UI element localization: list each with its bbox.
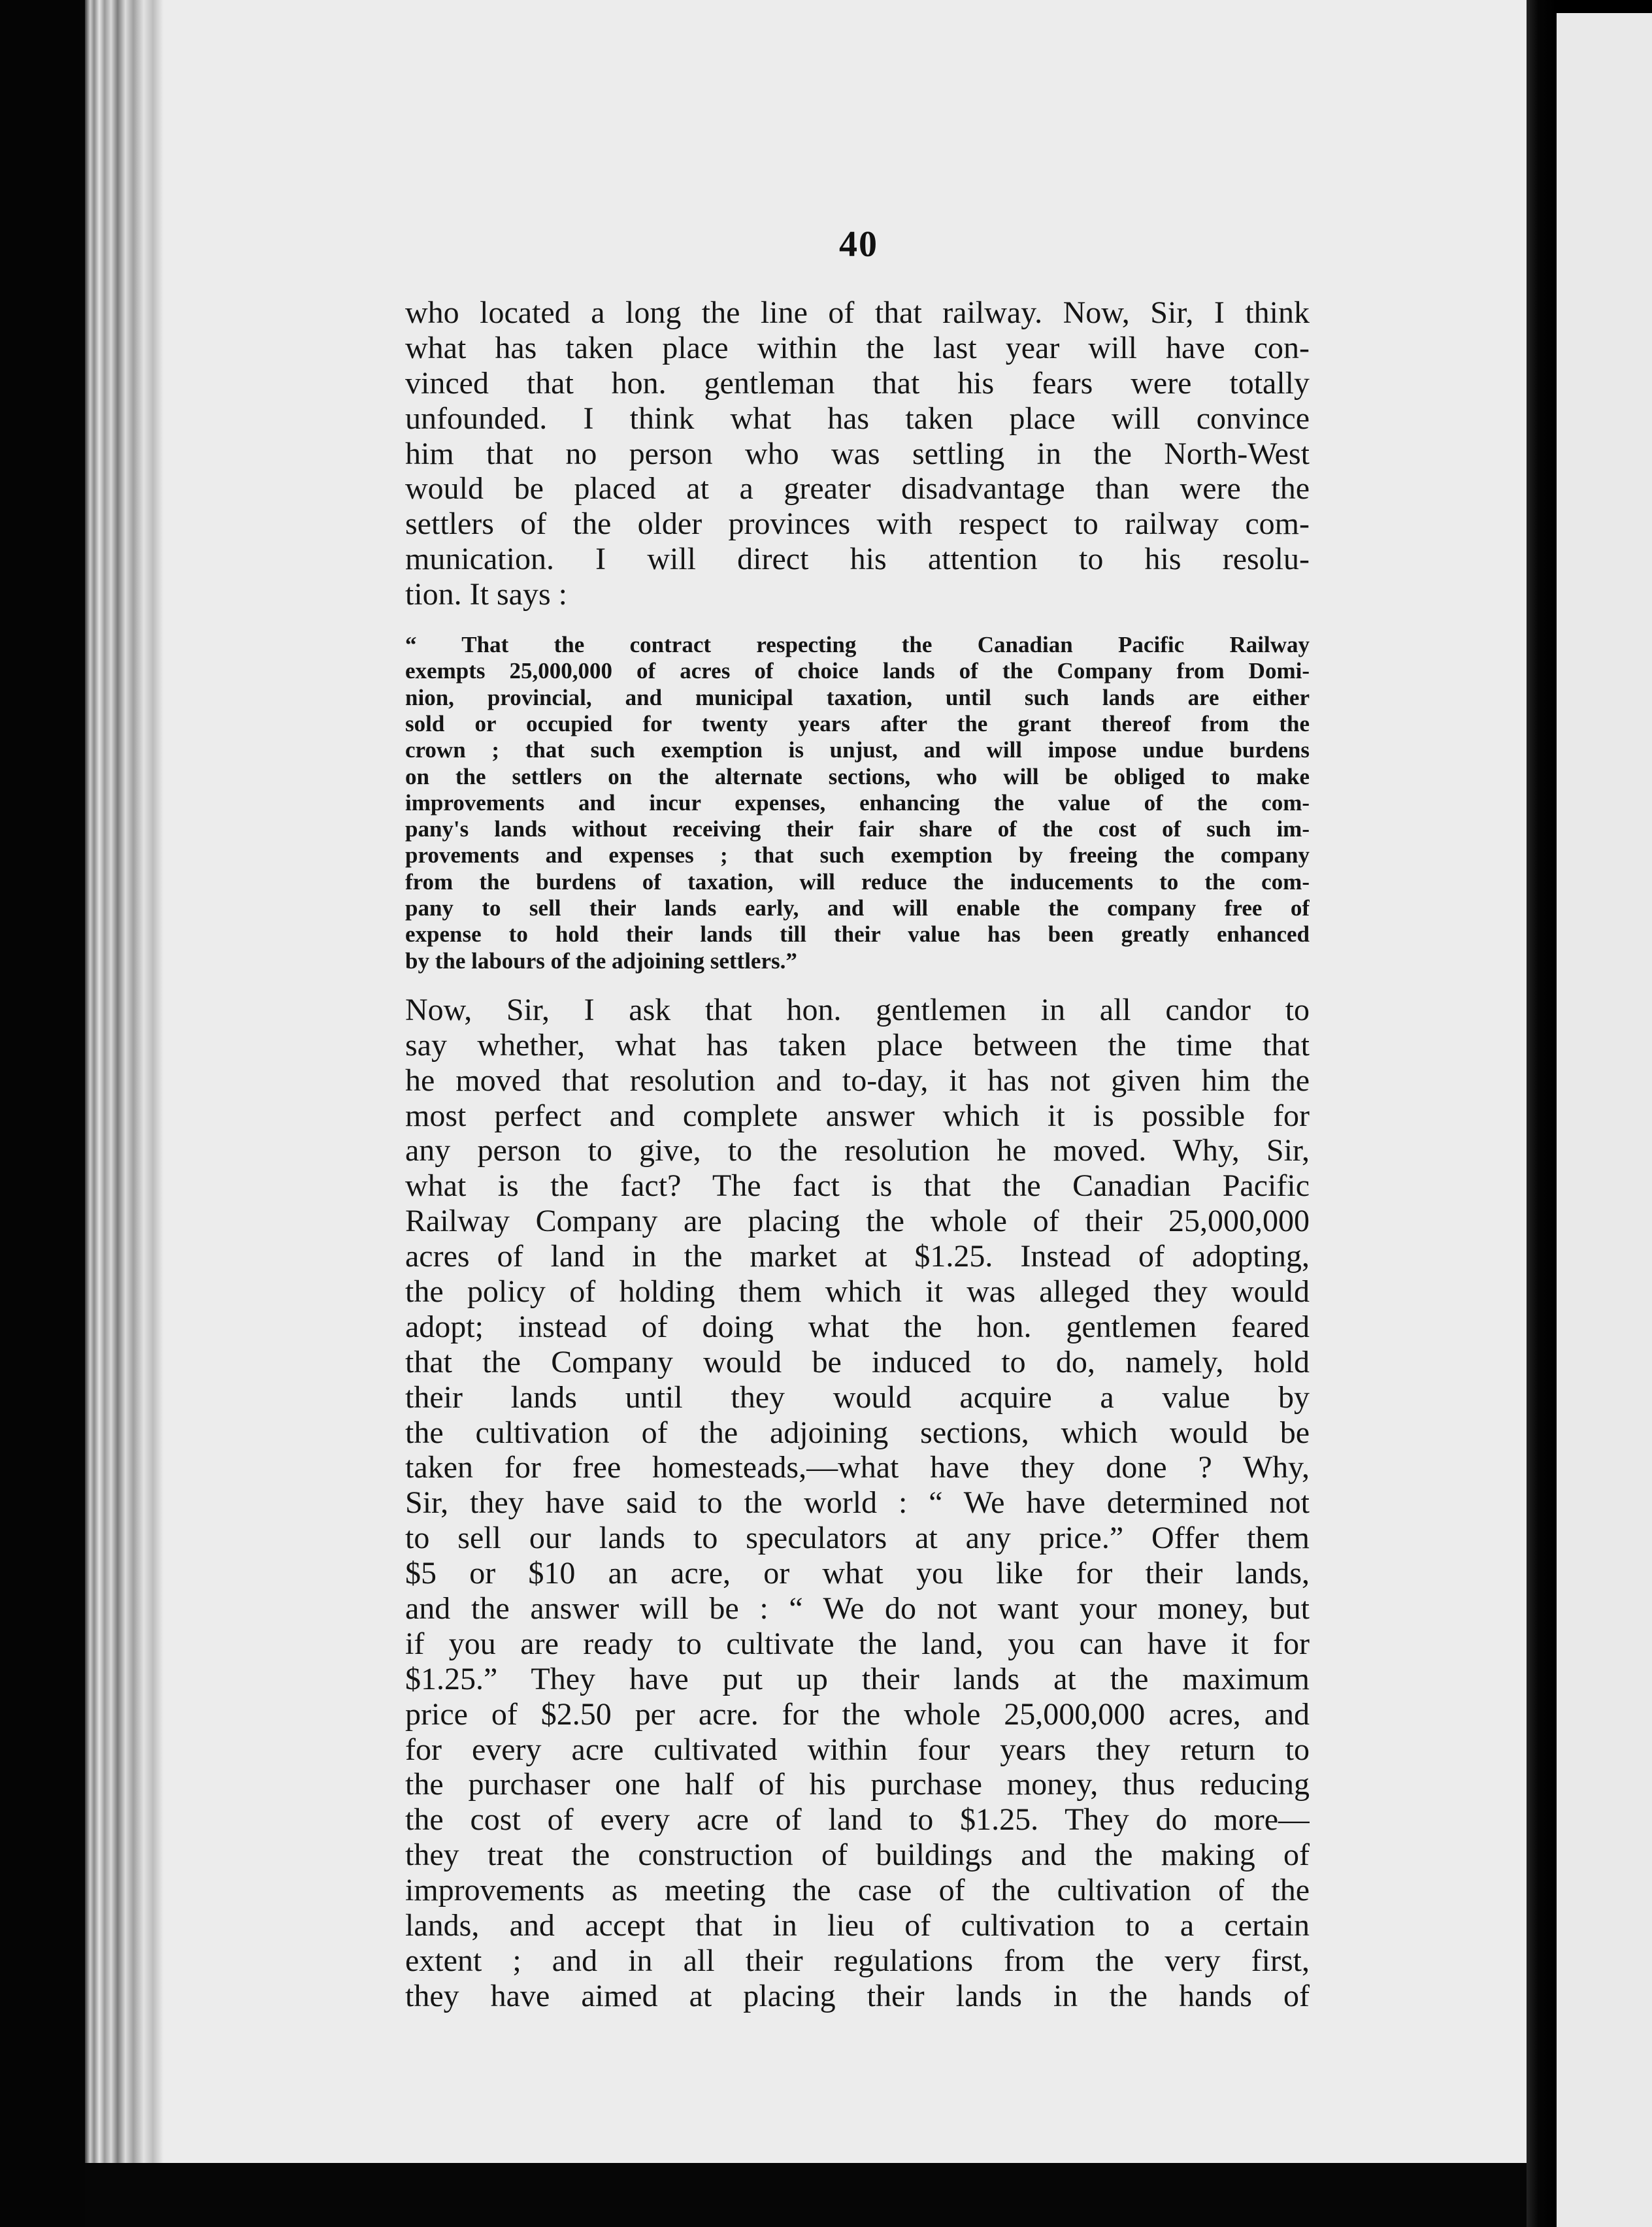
quote-line: pany to sell their lands early, and will enable the company free of xyxy=(405,895,1310,921)
scan-left-border xyxy=(0,0,85,2227)
text-line: improvements as meeting the case of the cultivation of the xyxy=(405,1873,1310,1908)
quote-line: pany's lands without receiving their fair share of the cost of such im- xyxy=(405,816,1310,842)
book-page-edges xyxy=(85,0,163,2227)
facing-page-edge xyxy=(1557,13,1652,2227)
quote-line: improvements and incur expenses, enhancing the value of the com- xyxy=(405,789,1310,816)
text-line: say whether, what has taken place between the time that xyxy=(405,1027,1310,1063)
page-number: 40 xyxy=(839,224,878,265)
text-line: acres of land in the market at $1.25. Instead of adopting, xyxy=(405,1239,1310,1274)
quote-line: on the settlers on the alternate sections, who will be obliged to make xyxy=(405,763,1310,789)
text-line: most perfect and complete answer which it is possible for xyxy=(405,1098,1310,1133)
text-line: their lands until they would acquire a value by xyxy=(405,1379,1310,1415)
quote-line: expense to hold their lands till their value has been greatly enhanced xyxy=(405,921,1310,948)
quote-line: exempts 25,000,000 of acres of choice lands of the Company from Domi- xyxy=(405,658,1310,684)
text-line: extent ; and in all their regulations from the very first, xyxy=(405,1943,1310,1978)
text-line: settlers of the older provinces with respect to railway com- xyxy=(405,506,1310,542)
text-line: vinced that hon. gentleman that his fears were totally xyxy=(405,365,1310,401)
paragraph-2 xyxy=(405,993,1310,2014)
scan-bottom-border xyxy=(85,2163,1536,2227)
text-line: the cost of every acre of land to $1.25. They do more— xyxy=(405,1802,1310,1838)
text-line: the purchaser one half of his purchase money, thus reducing xyxy=(405,1767,1310,1802)
text-line: any person to give, to the resolution he moved. Why, Sir, xyxy=(405,1133,1310,1168)
text-line: Railway Company are placing the whole of their 25,000,000 xyxy=(405,1204,1310,1239)
text-line: $5 or $10 an acre, or what you like for their lands, xyxy=(405,1556,1310,1591)
text-line: what is the fact? The fact is that the Canadian Pacific xyxy=(405,1168,1310,1204)
quote-line: nion, provincial, and municipal taxation, until such lands are either xyxy=(405,684,1310,710)
text-line: the policy of holding them which it was alleged they would xyxy=(405,1274,1310,1309)
scan-top-right-border xyxy=(1557,0,1652,13)
text-line: price of $2.50 per acre. for the whole 25,000,000 acres, and xyxy=(405,1696,1310,1732)
text-line: taken for free homesteads,—what have they done ? Why, xyxy=(405,1450,1310,1485)
text-line: they have aimed at placing their lands in the hands of xyxy=(405,1978,1310,2013)
text-line: the cultivation of the adjoining sections, which would be xyxy=(405,1415,1310,1450)
book-gutter xyxy=(1527,0,1557,2227)
text-line: lands, and accept that in lieu of cultivation to a certain xyxy=(405,1908,1310,1943)
quote-line: from the burdens of taxation, will reduce the inducements to the com- xyxy=(405,868,1310,895)
quote-line: provements and expenses ; that such exemption by freeing the company xyxy=(405,842,1310,868)
quote-line: sold or occupied for twenty years after the grant thereof from the xyxy=(405,710,1310,736)
quote-line: by the labours of the adjoining settlers.” xyxy=(405,948,797,974)
text-line: unfounded. I think what has taken place will convince xyxy=(405,401,1310,436)
text-line: he moved that resolution and to-day, it has not given him the xyxy=(405,1063,1310,1098)
text-line: what has taken place within the last year will have con- xyxy=(405,330,1310,365)
text-line: would be placed at a greater disadvantage than were the xyxy=(405,471,1310,506)
paragraph-1 xyxy=(405,295,1310,612)
text-line: to sell our lands to speculators at any price.” Offer them xyxy=(405,1521,1310,1556)
quoted-resolution xyxy=(405,632,1310,974)
text-line: tion. It says : xyxy=(405,577,567,612)
quote-line: crown ; that such exemption is unjust, and will impose undue burdens xyxy=(405,737,1310,763)
text-line: that the Company would be induced to do, namely, hold xyxy=(405,1344,1310,1379)
page-text xyxy=(405,295,1310,2014)
quote-line: “ That the contract respecting the Canadian Pacific Railway xyxy=(405,632,1310,658)
text-line: for every acre cultivated within four years they return to xyxy=(405,1732,1310,1767)
text-line: if you are ready to cultivate the land, you can have it for xyxy=(405,1626,1310,1661)
text-line: and the answer will be : “ We do not want your money, but xyxy=(405,1591,1310,1626)
text-line: him that no person who was settling in the North-West xyxy=(405,436,1310,471)
text-line: Now, Sir, I ask that hon. gentlemen in all candor to xyxy=(405,992,1310,1027)
text-line: Sir, they have said to the world : “ We have determined not xyxy=(405,1485,1310,1521)
text-line: who located a long the line of that railway. Now, Sir, I think xyxy=(405,295,1310,330)
text-line: adopt; instead of doing what the hon. gentlemen feared xyxy=(405,1309,1310,1344)
text-line: $1.25.” They have put up their lands at the maximum xyxy=(405,1661,1310,1696)
text-line: munication. I will direct his attention to his resolu- xyxy=(405,542,1310,577)
text-line: they treat the construction of buildings and the making of xyxy=(405,1838,1310,1873)
